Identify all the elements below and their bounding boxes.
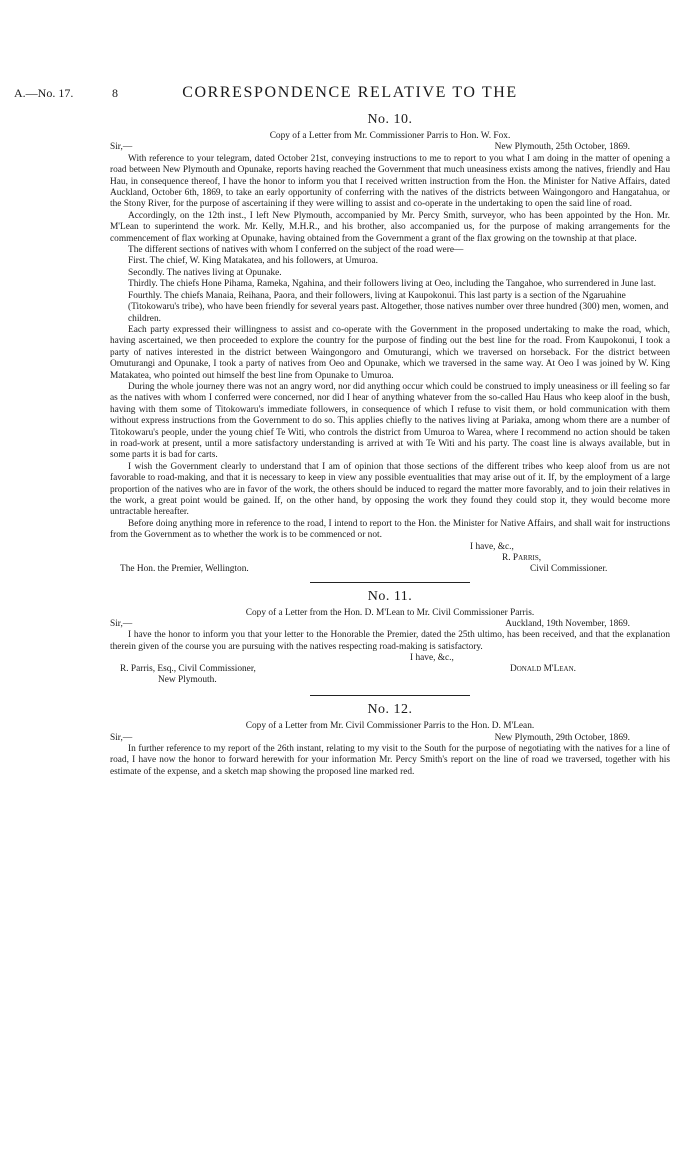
letter-subtitle: Copy of a Letter from Mr. Commissioner Parris to Hon. W. Fox. — [269, 131, 511, 141]
signature: Donald M'Lean. — [510, 664, 577, 675]
letter-closing — [110, 653, 670, 689]
salutation-row — [110, 142, 670, 153]
letter-number: No. 12. — [367, 702, 413, 718]
enumeration-item: Secondly. The natives living at Opunake. — [128, 267, 282, 278]
paragraph: I wish the Government clearly to understand that I am of opinion that those sections of the different tribes who keep aloof from us are not favorable to road-making, and that it is necessary to keep in view any possible eventualities that may arise out of it. If, by the employment of a large proportion of the natives who are in favor of the work, the others should be induced to regard the matter more favorably, and to join their relatives in the work, a great point would be gained. If, on the other hand, by opposing the work they found they could stop it, they would become more untractable hereafter. — [110, 461, 670, 518]
page-identifier: A.—No. 17. — [14, 86, 74, 100]
letter-no-12 — [110, 702, 670, 778]
letter-no-10 — [110, 112, 670, 576]
signature: R. Parris, — [502, 552, 542, 563]
salutation: Sir,— — [110, 619, 133, 630]
dateline: New Plymouth, 29th October, 1869. — [494, 732, 630, 743]
page-content — [110, 112, 670, 778]
section-divider — [310, 582, 470, 583]
letter-subtitle: Copy of a Letter from Mr. Civil Commissioner Parris to the Hon. D. M'Lean. — [245, 721, 535, 732]
letter-number: No. 11. — [367, 588, 413, 604]
enumeration-item: First. The chief, W. King Matakatea, and his followers, at Umuroa. — [128, 256, 378, 267]
signature-title: Civil Commissioner. — [530, 563, 608, 574]
dateline: Auckland, 19th November, 1869. — [505, 619, 630, 630]
addressee: R. Parris, Esq., Civil Commissioner, — [120, 664, 256, 675]
paragraph: In further reference to my report of the 26th instant, relating to my visit to the South for the purpose of negotiating with the natives for a line of road, I have now the honor to forward herewith for your information Mr. Percy Smith's report on the line of road we traversed, together with his estimate of the expense, and a sketch map showing the proposed line marked red. — [110, 744, 670, 777]
letter-closing — [110, 542, 670, 576]
addressee: The Hon. the Premier, Wellington. — [120, 563, 249, 574]
addressee-location: New Plymouth. — [158, 675, 217, 686]
enumeration-item: Fourthly. The chiefs Manaia, Reihana, Paora, and their followers, living at Kaupokonui. This last party is a section of the Ngaruahine (Titokowaru's tribe), who have been friendly for several years past. Altogether, those natives number over three hundred (300) men, women, and children. — [128, 290, 669, 324]
salutation-row — [110, 733, 670, 744]
letter-subtitle: Copy of a Letter from the Hon. D. M'Lean to Mr. Civil Commissioner Parris. — [245, 607, 535, 618]
running-title: CORRESPONDENCE RELATIVE TO THE — [182, 84, 518, 101]
closing-phrase: I have, &c., — [470, 541, 514, 552]
paragraph: With reference to your telegram, dated October 21st, conveying instructions to me to report to you what I am doing in the matter of opening a road between New Plymouth and Opunake, reports having reached the Government that much uneasiness exists among the natives, friendly and Hau Hau, in consequence thereof, I have the honor to inform you that I received written instruction from the Hon. the Minister for Native Affairs, dated Auckland, October 6th, 1869, to take an early opportunity of conferring with the natives of the districts between Waingongoro and Hangatahua, or the Stony River, for the purpose of ascertaining if they were willing to assist and co-operate in the undertaking to open the said line of road. — [110, 153, 670, 210]
dateline: New Plymouth, 25th October, 1869. — [494, 142, 630, 153]
letter-number: No. 10. — [367, 112, 413, 127]
salutation: Sir,— — [110, 732, 133, 743]
section-divider — [310, 695, 470, 696]
paragraph: Each party expressed their willingness to assist and co-operate with the Government in the proposed undertaking to make the road, which, having ascertained, we then proceeded to explore the country for the purpose of finding out the best line for the road. From Kaupokonui, I took a party of natives interested in the district between Waingongoro and Omuturangi, which we traversed on horseback. For the district between Omuturangi and Opunake, I took a party of natives from Oeo and Opunake, which we traversed in the same way. At Oeo I was joined by W. King Matakatea, who pointed out himself the best line from Opunake to Umuroa. — [110, 324, 670, 381]
letter-no-11 — [110, 589, 670, 690]
paragraph: During the whole journey there was not an angry word, nor did anything occur which could be construed to imply uneasiness or ill feeling so far as the natives with whom I conferred were concerned, nor did I hear of anything whatever from the so-called Hau Haus who keep aloof in the bush, having with them some of Titokowaru's immediate followers, in consequence of which I refuse to visit them, or hold communication with them without express instructions from the Government to do so. This applies chiefly to the natives living at Pariaka, among whom there are a number of Titokowaru's people, under the young chief Te Witi, who controls the district from Umuroa to Warea, where I recommend no action should be taken in road-work at present, until a more satisfactory understanding is arrived at with Te Witi and his party. The coast line is always available, but in some parts it is bad for carts. — [110, 381, 670, 461]
enumeration-item: Thirdly. The chiefs Hone Pihama, Rameka, Ngahina, and their followers living at Oeo, including the Tangahoe, who surrendered in June last. — [128, 279, 656, 290]
paragraph: Accordingly, on the 12th inst., I left New Plymouth, accompanied by Mr. Percy Smith, surveyor, who has been appointed by the Hon. Mr. M'Lean to superintend the work. Mr. Kelly, M.H.R., and his brother, also accompanied us, for the purpose of making arrangements for the commencement of flax working at Opunake, having obtained from the Government a grant of the flax growing on the township at that place. — [110, 210, 670, 244]
paragraph: The different sections of natives with whom I conferred on the subject of the road were— — [128, 245, 464, 256]
paragraph: I have the honor to inform you that your letter to the Honorable the Premier, dated the 25th ultimo, has been received, and that the explanation therein given of the course you are pursuing with the natives respecting road-making is satisfactory. — [110, 630, 670, 652]
paragraph: Before doing anything more in reference to the road, I intend to report to the Hon. the Minister for Native Affairs, and shall wait for instructions from the Government as to whether the work is to be commenced or not. — [110, 518, 670, 541]
page-number: 8 — [112, 86, 118, 100]
page-header — [0, 86, 700, 108]
salutation: Sir,— — [110, 142, 133, 153]
salutation-row — [110, 619, 670, 630]
closing-phrase: I have, &c., — [410, 653, 454, 664]
